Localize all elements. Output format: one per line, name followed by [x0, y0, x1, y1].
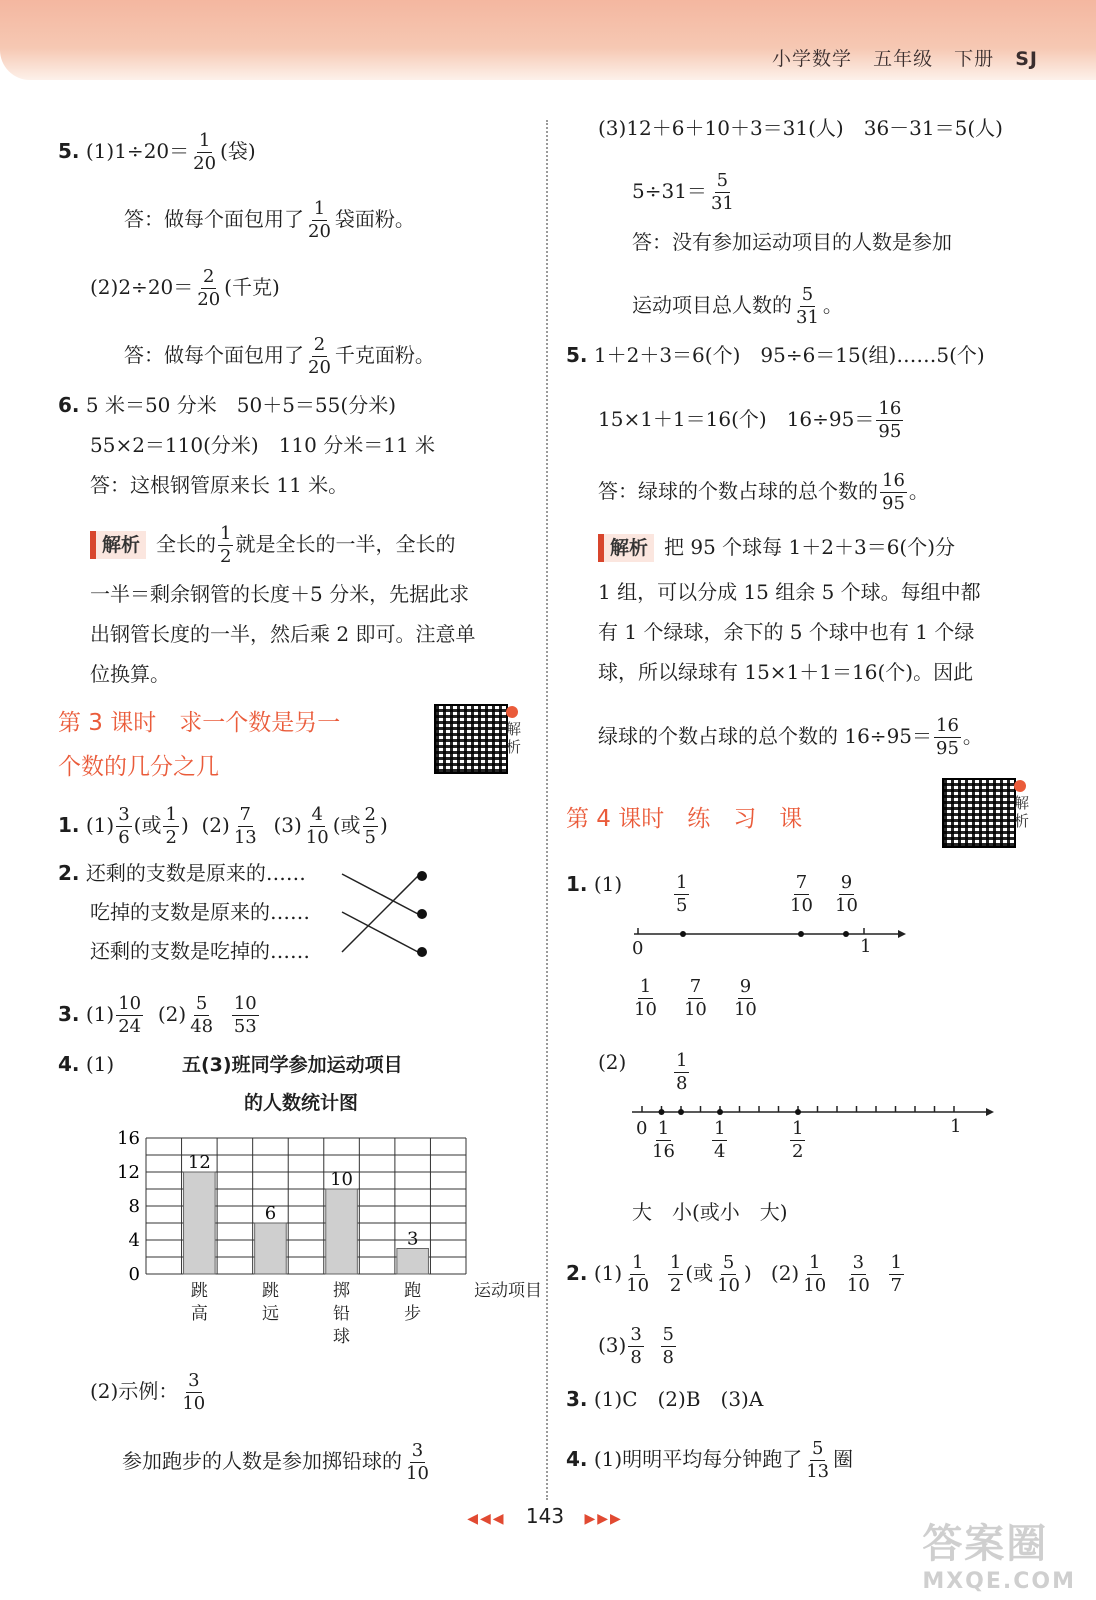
left-sec3-q3: 3. (1) $\frac{10}{24}$ (2) $\frac{5}{48}$ $\frac{10}{53}$ [58, 993, 257, 1037]
fraction: $\frac{5}{31}$ [710, 170, 734, 214]
y-tick-label: 0 [128, 1264, 140, 1285]
right-q3: 3. (1)C (2)B (3)A [566, 1387, 764, 1411]
left-sec3-q2-row1: 2. 还剩的支数是原来的…… [58, 861, 306, 885]
play-icon [506, 706, 518, 718]
fraction: $\frac{7}{10}$ [683, 976, 707, 1020]
match-line [342, 912, 418, 952]
bar-跑步 [397, 1249, 429, 1275]
match-dot [417, 947, 427, 957]
header-title [758, 44, 1038, 71]
fraction: $\frac{4}{10}$ [305, 804, 329, 848]
category-label-char: 远 [261, 1304, 279, 1324]
fraction: $\frac{5}{10}$ [717, 1252, 741, 1296]
category-label-char: 球 [333, 1327, 351, 1347]
number-line-2 [628, 1050, 1008, 1180]
point [678, 1109, 684, 1115]
prev-arrows-icon: ◀◀◀ [467, 1511, 506, 1527]
left-q5-answer1: 答：做每个面包用了 $\frac{1}{20}$ 袋面粉。 [124, 198, 415, 242]
header-banner [0, 0, 1096, 80]
right-q5-analysis3: 有 1 个绿球，余下的 5 个球中也有 1 个绿 [598, 620, 975, 644]
qr-label: 解析 [1014, 780, 1034, 830]
category-label-char: 跑 [404, 1281, 422, 1301]
left-sec3-q2-row2: 吃掉的支数是原来的…… [90, 900, 310, 924]
nl2-zero: 0 [636, 1118, 648, 1139]
watermark [922, 1512, 1076, 1594]
nl2-label-1-4: $\frac{1}{4}$ [714, 1118, 726, 1162]
right-c3: 答：没有参加运动项目的人数是参加 [632, 230, 952, 254]
right-c1: (3)12＋6＋10＋3＝31(人) 36－31＝5(人) [598, 116, 1003, 140]
nl1-one: 1 [860, 936, 872, 957]
fraction: $\frac{3}{8}$ [630, 1324, 642, 1368]
fraction: $\frac{1}{10}$ [626, 1252, 650, 1296]
y-tick-label: 16 [117, 1128, 140, 1149]
analysis-tag: 解析 [90, 531, 146, 559]
point-9-10 [843, 931, 849, 937]
fraction: $\frac{2}{5}$ [364, 804, 376, 848]
fraction: $\frac{16}{95}$ [936, 715, 959, 759]
watermark-url: MXQE.COM [922, 1569, 1076, 1594]
point [659, 1109, 665, 1115]
fraction: $\frac{1}{20}$ [193, 130, 217, 174]
column-divider [546, 120, 548, 1500]
point-1-5 [680, 931, 686, 937]
right-q1-row-fractions [630, 976, 761, 1021]
fraction: $\frac{1}{7}$ [890, 1252, 902, 1296]
fraction: $\frac{5}{8}$ [662, 1324, 674, 1368]
right-q1-part1: 1. (1) [566, 872, 623, 896]
fraction: $\frac{5}{48}$ [190, 993, 214, 1037]
nl2-label-1-2: $\frac{1}{2}$ [792, 1118, 804, 1162]
left-q6-analysis3: 出钢管长度的一半，然后乘 2 即可。注意单 [90, 622, 476, 646]
right-q5-answer: 答：绿球的个数占球的总个数的 $\frac{16}{95}$ 。 [598, 470, 929, 514]
header-edition: SJ [1015, 48, 1038, 70]
number-line-2-ticks [628, 1050, 1008, 1180]
right-q5-analysis1: 解析 把 95 个球每 1＋2＋3＝6(个)分 [598, 533, 955, 562]
header-grade: 五年级 [873, 48, 934, 70]
fraction: $\frac{3}{10}$ [406, 1440, 429, 1484]
fraction: $\frac{2}{20}$ [308, 334, 331, 378]
y-tick-label: 4 [128, 1230, 140, 1251]
fraction: $\frac{10}{53}$ [233, 993, 257, 1037]
qr-code-icon[interactable] [942, 778, 1016, 848]
right-q5-analysis2: 1 组，可以分成 15 组余 5 个球。每组中都 [598, 580, 981, 604]
page-number: 143 [525, 1504, 565, 1528]
left-q6-analysis2: 一半＝剩余钢管的长度＋5 分米，先据此求 [90, 582, 470, 606]
fraction: $\frac{1}{10}$ [634, 976, 657, 1020]
x-axis-label: 运动项目 [474, 1281, 542, 1301]
match-line [342, 876, 418, 952]
match-line [342, 874, 418, 914]
nl2-top-label: $\frac{1}{8}$ [676, 1050, 688, 1094]
right-q5-analysis5: 绿球的个数占球的总个数的 16÷95＝ $\frac{16}{95}$ 。 [598, 715, 983, 759]
page-footer [460, 1504, 630, 1528]
nl1-label-1-5: $\frac{1}{5}$ [676, 872, 688, 916]
bar-掷铅球 [326, 1189, 358, 1274]
fraction: $\frac{3}{10}$ [846, 1252, 870, 1296]
right-q4: 4. (1)明明平均每分钟跑了 $\frac{5}{13}$ 圈 [566, 1438, 854, 1482]
right-q2-line1: 2. (1) $\frac{1}{10}$ $\frac{1}{2}$ (或 $\frac{5}{10}$ ) (2) $\frac{1}{10}$ $\frac{3}{10}$ $\frac{1}{7}$ [566, 1252, 902, 1296]
analysis-tag: 解析 [598, 534, 654, 562]
category-label-char: 跳 [190, 1281, 208, 1301]
left-sec3-q4-answer: 参加跑步的人数是参加掷铅球的 $\frac{3}{10}$ [122, 1440, 429, 1484]
point [795, 1109, 801, 1115]
left-q5-line2: (2)2÷20＝ $\frac{2}{20}$ (千克) [90, 266, 280, 310]
y-tick-label: 8 [128, 1196, 140, 1217]
section4-title: 第 4 课时 练 习 课 [566, 806, 803, 832]
bar-跳远 [255, 1223, 287, 1274]
next-arrows-icon: ▶▶▶ [584, 1511, 623, 1527]
fraction: $\frac{1}{20}$ [308, 198, 331, 242]
left-sec3-q4: 4. (1) [58, 1052, 115, 1076]
match-dot [417, 871, 427, 881]
fraction: $\frac{16}{95}$ [882, 470, 905, 514]
bar-跳高 [184, 1172, 216, 1274]
left-q5-line1: 5. (1)1÷20＝ $\frac{1}{20}$ (袋) [58, 130, 256, 174]
fraction: $\frac{3}{10}$ [182, 1370, 206, 1414]
bar-value-label: 12 [187, 1152, 211, 1173]
left-q6-line1: 6. 5 米＝50 分米 50＋5＝55(分米) [58, 393, 396, 417]
nl1-label-7-10: $\frac{7}{10}$ [790, 872, 813, 916]
fraction: $\frac{1}{2}$ [669, 1252, 682, 1296]
left-q6-line2: 55×2＝110(分米) 110 分米＝11 米 [90, 433, 436, 457]
chart-subtitle: 的人数统计图 [244, 1092, 359, 1114]
nl2-label-1-16: $\frac{1}{16}$ [652, 1118, 675, 1162]
point-7-10 [798, 931, 804, 937]
chart-title: 五(3)班同学参加运动项目 [182, 1054, 403, 1076]
category-label-char: 步 [404, 1304, 422, 1324]
number-line-1 [630, 870, 910, 960]
right-c4: 运动项目总人数的 $\frac{5}{31}$ 。 [632, 284, 843, 328]
bar-value-label: 10 [330, 1169, 354, 1190]
play-icon [1014, 780, 1026, 792]
bar-value-label: 6 [264, 1203, 277, 1224]
left-sec3-q4-part2: (2)示例： $\frac{3}{10}$ [90, 1370, 206, 1414]
right-q1-part2: (2) [598, 1050, 627, 1074]
fraction: $\frac{1}{10}$ [803, 1252, 827, 1296]
section3-title-line1: 第 3 课时 求一个数是另一 [58, 710, 341, 736]
bar-chart [110, 1124, 542, 1354]
left-q6-analysis1: 解析 全长的 $\frac{1}{2}$ 就是全长的一半，全长的 [90, 523, 455, 568]
fraction: $\frac{1}{2}$ [220, 523, 232, 567]
nl1-label-9-10: $\frac{9}{10}$ [835, 872, 858, 916]
matching-lines [330, 860, 440, 970]
nl1-zero: 0 [632, 938, 644, 959]
right-q2-line2: (3) $\frac{3}{8}$ $\frac{5}{8}$ [598, 1324, 674, 1368]
fraction: $\frac{5}{13}$ [806, 1438, 830, 1482]
fraction: $\frac{2}{20}$ [197, 266, 221, 310]
category-label-char: 高 [190, 1304, 208, 1324]
category-label-char: 铅 [333, 1304, 351, 1324]
fraction: $\frac{7}{13}$ [233, 804, 257, 848]
right-c2: 5÷31＝ $\frac{5}{31}$ [632, 170, 734, 214]
header-subject: 小学数学 [772, 48, 853, 70]
fraction: $\frac{16}{95}$ [878, 398, 902, 442]
bar-value-label: 3 [406, 1228, 419, 1250]
header-term: 下册 [954, 48, 995, 70]
fraction: $\frac{10}{24}$ [118, 993, 142, 1037]
right-q5-line1: 5. 1＋2＋3＝6(个) 95÷6＝15(组)……5(个) [566, 343, 985, 367]
fraction: $\frac{9}{10}$ [733, 976, 757, 1020]
category-label-char: 跳 [261, 1281, 279, 1301]
match-dot [417, 909, 427, 919]
left-sec3-q2-row3: 还剩的支数是吃掉的…… [90, 939, 310, 963]
watermark-logo: 答案圈 [922, 1521, 1049, 1567]
left-q6-line3: 答：这根钢管原来长 11 米。 [90, 473, 349, 497]
fraction: $\frac{3}{6}$ [118, 804, 130, 848]
right-q5-line2: 15×1＋1＝16(个) 16÷95＝ $\frac{16}{95}$ [598, 398, 902, 442]
left-q6-analysis4: 位换算。 [90, 662, 170, 686]
nl2-one: 1 [950, 1116, 962, 1137]
right-q5-analysis4: 球，所以绿球有 15×1＋1＝16(个)。因此 [598, 660, 974, 684]
section3-title-line2: 个数的几分之几 [58, 754, 219, 780]
left-q5-answer2: 答：做每个面包用了 $\frac{2}{20}$ 千克面粉。 [124, 334, 435, 378]
right-q1-size-compare: 大 小(或小 大) [632, 1200, 788, 1224]
fraction: $\frac{5}{31}$ [796, 284, 819, 328]
point [717, 1109, 723, 1115]
left-sec3-q1: 1. (1) $\frac{3}{6}$ (或 $\frac{1}{2}$ ) (2) $\frac{7}{13}$ (3) $\frac{4}{10}$ (或 $\frac{2}{5}$ ) [58, 804, 388, 848]
category-label-char: 掷 [333, 1281, 351, 1301]
qr-label: 解析 [506, 706, 526, 756]
fraction: $\frac{1}{2}$ [165, 804, 177, 848]
qr-code-icon[interactable] [434, 704, 508, 774]
y-tick-label: 12 [117, 1162, 140, 1183]
